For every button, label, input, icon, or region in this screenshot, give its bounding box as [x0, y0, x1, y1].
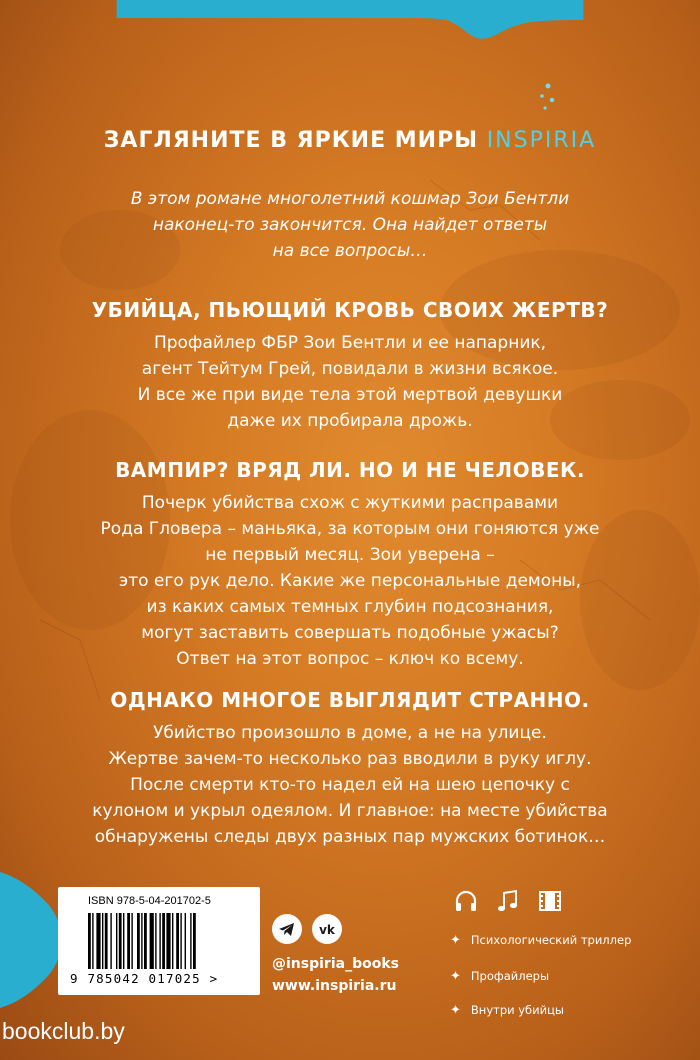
brand-name: INSPIRIA [486, 128, 597, 153]
section-line: могут заставить совершать подобные ужасы? [141, 623, 559, 643]
barcode [88, 913, 256, 971]
section-line: обнаружены следы двух разных пар мужских ботинок… [94, 827, 606, 847]
isbn-digits: 9 785042 017025 > [70, 971, 219, 986]
left-accent-notch [0, 872, 62, 1008]
header-title: ЗАГЛЯНИТЕ В ЯРКИЕ МИРЫ [103, 128, 479, 153]
section-line: И все же при виде тела этой мертвой девушки [137, 385, 563, 405]
star-icon: ✦ [450, 933, 461, 948]
section-1 [40, 298, 660, 434]
genre-item: ✦ Профайлеры [450, 969, 550, 984]
headphones-icon [452, 887, 480, 915]
section-2 [40, 458, 660, 672]
section-line: Рода Гловера – маньяка, за которым они гоняются уже [100, 519, 600, 539]
music-note-icon [494, 887, 522, 915]
section-heading: ВАМПИР? ВРЯД ЛИ. НО И НЕ ЧЕЛОВЕК. [115, 458, 585, 482]
section-line: не первый месяц. Зои уверена – [205, 545, 495, 565]
social-handle[interactable]: @inspiria_books [272, 956, 399, 972]
social-contacts [272, 953, 399, 997]
website-link[interactable]: www.inspiria.ru [272, 978, 397, 994]
section-line: Жертве зачем-то несколько раз вводили в руку иглу. [108, 749, 592, 769]
isbn-label: ISBN 978-5-04-201702-5 [88, 895, 211, 907]
intro-paragraph [60, 186, 640, 264]
section-line: Убийство произошло в доме, а не на улице. [153, 723, 547, 743]
intro-line: наконец-то закончится. Она найдет ответы [152, 215, 548, 235]
sparkle-icon [528, 78, 568, 118]
section-line: Почерк убийства схож с жуткими расправами [141, 493, 559, 513]
section-line: кулоном и укрыл одеялом. И главное: на месте убийства [92, 801, 608, 821]
section-line: Профайлер ФБР Зои Бентли и ее напарник, [153, 333, 547, 353]
section-line: Ответ на этот вопрос – ключ ко всему. [176, 649, 524, 669]
telegram-icon[interactable] [272, 914, 302, 944]
section-line: это его рук дело. Какие же персональные демоны, [118, 571, 582, 591]
series-header [0, 128, 700, 153]
isbn-block [58, 887, 260, 995]
section-line: После смерти кто-то надел ей на шею цепочку с [130, 775, 570, 795]
watermark: bookclub.by [2, 1018, 125, 1044]
vk-icon[interactable] [312, 914, 342, 944]
star-icon: ✦ [450, 969, 461, 984]
film-icon [536, 887, 564, 915]
star-icon: ✦ [450, 1003, 461, 1018]
svg-text:vk: vk [319, 923, 335, 937]
intro-line: В этом романе многолетний кошмар Зои Бентли [130, 189, 570, 209]
genre-item: ✦ Внутри убийцы [450, 1003, 565, 1018]
section-line: из каких самых темных глубин подсознания, [146, 597, 554, 617]
section-line: даже их пробирала дрожь. [227, 411, 473, 431]
intro-line: на все вопросы… [272, 241, 428, 261]
genre-item: ✦ Психологический триллер [450, 933, 632, 948]
section-line: агент Тейтум Грей, повидали в жизни всякое. [141, 359, 559, 379]
section-heading: УБИЙЦА, ПЬЮЩИЙ КРОВЬ СВОИХ ЖЕРТВ? [91, 298, 609, 322]
section-heading: ОДНАКО МНОГОЕ ВЫГЛЯДИТ СТРАННО. [110, 688, 590, 712]
section-3 [40, 688, 660, 850]
top-accent-strip [0, 0, 700, 40]
